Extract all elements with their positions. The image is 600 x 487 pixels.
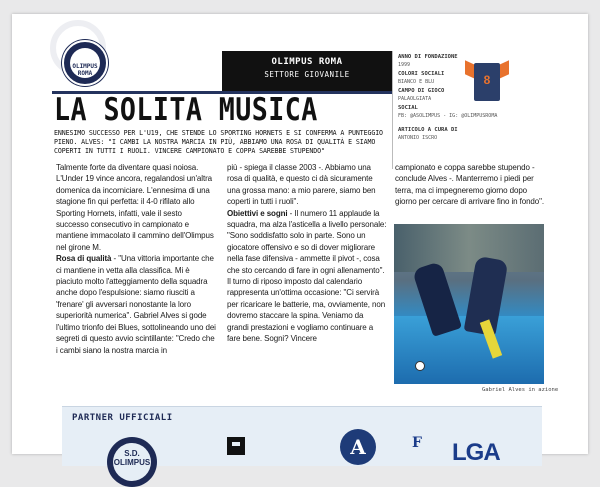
partners-banner xyxy=(62,406,542,466)
anno-label: ANNO DI FONDAZIONE xyxy=(398,54,458,60)
col3-text: campionato e coppa sarebbe stupendo - conclude Alves -. Manterremo i piedi per terra, ma ci impegneremo giorno dopo giorno per cercare di arrivare fino in fondo". xyxy=(395,163,544,207)
articolo-value: ANTONIO ISCRO xyxy=(398,135,438,141)
colori-value: BIANCO E BLU xyxy=(398,79,435,85)
jersey-image xyxy=(465,57,509,103)
team-name: OLIMPUS ROMA xyxy=(271,57,343,67)
col1-subtitle: Rosa di qualità xyxy=(56,254,112,264)
partner-logo-4: F xyxy=(412,435,422,451)
campo-label: CAMPO DI GIOCO xyxy=(398,88,445,94)
headline: LA SOLITA MUSICA xyxy=(54,92,318,128)
social-label: SOCIAL xyxy=(398,105,418,111)
photo-caption: Gabriel Alves in azione xyxy=(482,387,559,393)
club-logo xyxy=(62,40,108,86)
section-name: SETTORE GIOVANILE xyxy=(264,70,350,79)
match-photo xyxy=(394,224,544,384)
articolo-label: ARTICOLO A CURA DI xyxy=(398,127,458,133)
anno-value: 1999 xyxy=(398,62,411,68)
article-column-1 xyxy=(56,162,216,356)
magazine-page xyxy=(12,14,588,467)
partner-logo-olimpus xyxy=(107,437,157,487)
subheadline: ENNESIMO SUCCESSO PER L'U19, CHE STENDE LO SPORTING HORNETS E SI CONFERMA A PUNTEGGIO PIENO. ALVES: "I CAMBI LA NOSTRA MARCIA IN PIÙ, ABBIAMO UNA ROSA DI QUALITÀ E SIAMO COPERTI IN TUTTI I RUOLI. VINCERE CAMPIONATO E COPPA SAREBBE STUPENDO" xyxy=(54,129,383,155)
logo-text: OLIMPUS ROMA xyxy=(72,63,98,77)
article-column-3 xyxy=(395,162,545,208)
col2-subtitle: Obiettivi e sogni xyxy=(227,208,288,218)
ball-icon xyxy=(415,361,425,371)
colori-label: COLORI SOCIALI xyxy=(398,71,445,77)
col2-rest: - Il numero 11 applaude la squadra, ma alza l'asticella a livello personale: "Sono soddisfatto solo in parte. Sono un giocatore offensivo e so di dover migliorare nella fase difensiva - ammette il pivot -, cosa che sto cercando di fare in ogni allenamento". Il turno di riposo imposto dal calendario rappresenta un'ottima occasione: "Ci servirà per ricaricare le batterie, ma, ovviamente, non dovremo staccare la spina. Veniamo da grandi prestazioni e vogliamo continuare a fare bene. Sogni? Vincere xyxy=(227,208,387,344)
col2-intro: più - spiega il classe 2003 -. Abbiamo una rosa di qualità, e questo ci dà sicuramente una grossa mano: a mio parere, siamo ben coperti in tutti i ruoli". xyxy=(227,163,376,207)
campo-value: PALAOLGIATA xyxy=(398,96,432,102)
col1-intro: Talmente forte da diventare quasi noiosa. L'Under 19 vince ancora, regalandosi un'altra domenica da incorniciare. L'ennesima di una stagione fin qui perfetta: il 4-0 rifilato allo Sporting Hornets, infatti, vale il sesto successo consecutivo in campionato e mantiene immacolato il cammino dell'Olimpus nel girone M. xyxy=(56,163,214,252)
partner-1-text: S.D. OLIMPUS xyxy=(113,443,151,481)
partner-logo-2 xyxy=(227,437,245,455)
col1-rest: - "Una vittoria importante che ci mantiene in vetta alla classifica. Mi è piaciuto molto l'atteggiamento della squadra anche dopo l'espulsione: siamo riusciti a 'frenare' gli avversari nonostante la loro superiorità numerica". Gabriel Alves si gode l'ultimo trionfo dei Blues, sottolineando uno dei segreti di questo avvio scintillante: "Credo che i cambi siano la nostra marcia in xyxy=(56,254,216,355)
partner-logo-lga: LGA xyxy=(452,439,500,466)
team-header xyxy=(222,51,392,91)
jersey-number: 8 xyxy=(483,73,491,87)
club-info-box xyxy=(392,51,542,169)
article-column-2 xyxy=(227,162,387,345)
partners-title: PARTNER UFFICIALI xyxy=(72,413,173,423)
social-value: FB: @ASOLIMPUS - IG: @OLIMPUSROMA xyxy=(398,113,498,119)
partner-logo-3: A xyxy=(340,429,376,465)
